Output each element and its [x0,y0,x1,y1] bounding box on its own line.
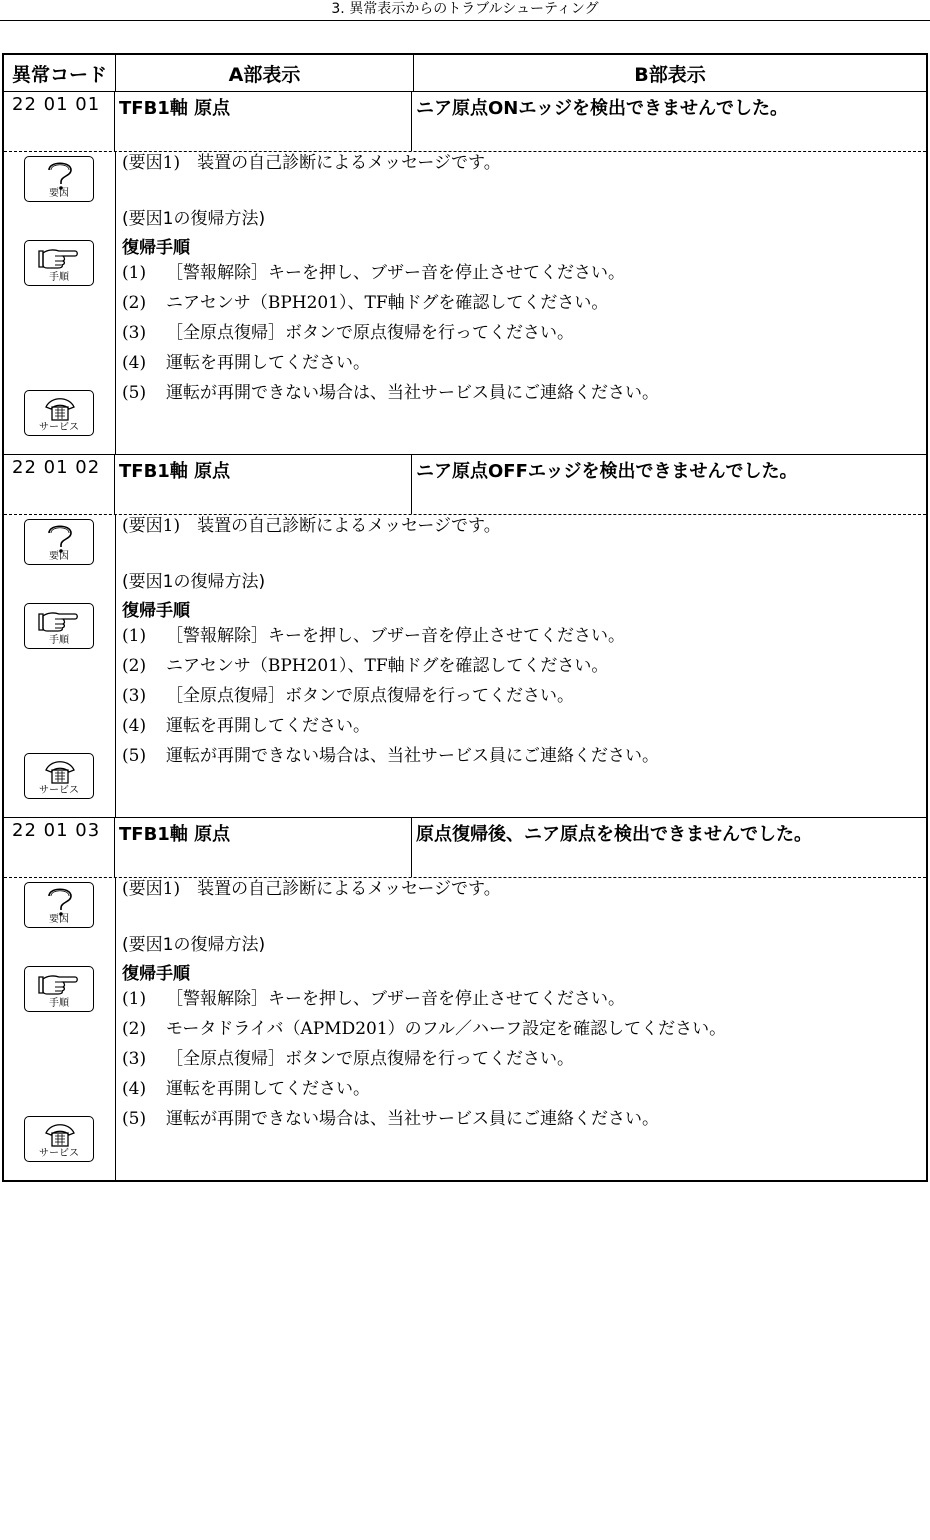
step-number: (2) [122,656,147,676]
step-text: 運転が再開できない場合は、当社サービス員にご連絡ください。 [166,746,659,766]
entry-header-row [4,92,926,152]
error-entry [4,92,926,455]
step-number: (5) [122,383,147,403]
procedure-hand-icon [24,603,94,649]
step-text: ［全原点復帰］ボタンで原点復帰を行ってください。 [166,1049,574,1069]
step-number: (2) [122,1019,147,1039]
cause-question-icon [24,156,94,202]
step-number: (4) [122,353,147,373]
entry-body [4,152,926,454]
recovery-title: (要因1の復帰方法) [122,572,266,592]
step-text: モータドライバ（APMD201）のフル／ハーフ設定を確認してください。 [166,1019,727,1039]
cause-question-icon [24,519,94,565]
step-number: (4) [122,716,147,736]
step-text: 運転を再開してください。 [166,353,370,373]
procedure-step [122,322,574,344]
step-text: ［全原点復帰］ボタンで原点復帰を行ってください。 [166,686,574,706]
procedure-step [122,292,608,314]
step-text: ［警報解除］キーを押し、ブザー音を停止させてください。 [166,989,625,1009]
cause-icon-label: 要因 [49,914,69,925]
procedure-step [122,745,659,767]
col-header-b-display: B部表示 [634,63,706,86]
a-display-text: TFB1軸 原点 [115,92,412,151]
cause-icon-label: 要因 [49,551,69,562]
b-display-text: ニア原点ONエッジを検出できませんでした。 [416,98,789,119]
col-header-a-display: A部表示 [116,55,414,91]
step-text: ［警報解除］キーを押し、ブザー音を停止させてください。 [166,263,625,283]
recovery-title: (要因1の復帰方法) [122,935,266,955]
service-phone-icon [24,1116,94,1162]
error-entry [4,818,926,1180]
procedure-hand-icon [24,966,94,1012]
procedure-step [122,655,608,677]
entries-container [4,92,926,1180]
procedure-step [122,262,625,284]
service-icon-label: サービス [39,785,79,796]
entry-description [116,515,926,817]
procedure-step [122,715,370,737]
procedure-title: 復帰手順 [122,964,190,984]
entry-header-row [4,455,926,515]
step-number: (1) [122,263,147,283]
step-text: 運転を再開してください。 [166,716,370,736]
step-text: 運転が再開できない場合は、当社サービス員にご連絡ください。 [166,383,659,403]
step-text: 運転を再開してください。 [166,1079,370,1099]
a-display-text: TFB1軸 原点 [115,818,412,877]
entry-description [116,152,926,454]
step-number: (5) [122,746,147,766]
service-phone-icon [24,753,94,799]
step-text: ［警報解除］キーを押し、ブザー音を停止させてください。 [166,626,625,646]
step-number: (3) [122,323,147,343]
procedure-title: 復帰手順 [122,238,190,258]
service-icon-label: サービス [39,422,79,433]
entry-body [4,515,926,817]
cause-text: (要因1) 装置の自己診断によるメッセージです。 [122,516,501,536]
procedure-step [122,1048,574,1070]
procedure-icon-label: 手順 [49,272,69,283]
entry-icon-column [4,515,116,817]
procedure-step [122,382,659,404]
step-number: (4) [122,1079,147,1099]
table-header-row [4,55,926,92]
error-code: 22 01 03 [4,818,115,877]
procedure-step [122,685,574,707]
procedure-step [122,625,625,647]
procedure-icon-label: 手順 [49,998,69,1009]
b-display-text: ニア原点OFFエッジを検出できませんでした。 [416,461,798,482]
error-entry [4,455,926,818]
service-icon-label: サービス [39,1148,79,1159]
col-header-code: 異常コード [4,55,116,91]
step-number: (5) [122,1109,147,1129]
step-number: (3) [122,1049,147,1069]
step-number: (1) [122,626,147,646]
error-code-table [2,53,928,1182]
a-display-text: TFB1軸 原点 [115,455,412,514]
procedure-step [122,1078,370,1100]
step-number: (1) [122,989,147,1009]
error-code: 22 01 01 [4,92,115,151]
entry-header-row [4,818,926,878]
step-number: (3) [122,686,147,706]
procedure-title: 復帰手順 [122,601,190,621]
step-text: ［全原点復帰］ボタンで原点復帰を行ってください。 [166,323,574,343]
procedure-hand-icon [24,240,94,286]
cause-text: (要因1) 装置の自己診断によるメッセージです。 [122,153,501,173]
procedure-step [122,1018,726,1040]
cause-question-icon [24,882,94,928]
b-display-text: 原点復帰後、ニア原点を検出できませんでした。 [416,824,812,845]
error-code: 22 01 02 [4,455,115,514]
procedure-step [122,988,625,1010]
step-text: ニアセンサ（BPH201）、TF軸ドグを確認してください。 [166,293,609,313]
step-text: 運転が再開できない場合は、当社サービス員にご連絡ください。 [166,1109,659,1129]
entry-description [116,878,926,1180]
entry-body [4,878,926,1180]
cause-text: (要因1) 装置の自己診断によるメッセージです。 [122,879,501,899]
page-header: 3. 異常表示からのトラブルシューティング [0,0,930,21]
procedure-step [122,352,370,374]
entry-icon-column [4,152,116,454]
service-phone-icon [24,390,94,436]
entry-icon-column [4,878,116,1180]
procedure-step [122,1108,659,1130]
recovery-title: (要因1の復帰方法) [122,209,266,229]
step-number: (2) [122,293,147,313]
step-text: ニアセンサ（BPH201）、TF軸ドグを確認してください。 [166,656,609,676]
cause-icon-label: 要因 [49,188,69,199]
procedure-icon-label: 手順 [49,635,69,646]
